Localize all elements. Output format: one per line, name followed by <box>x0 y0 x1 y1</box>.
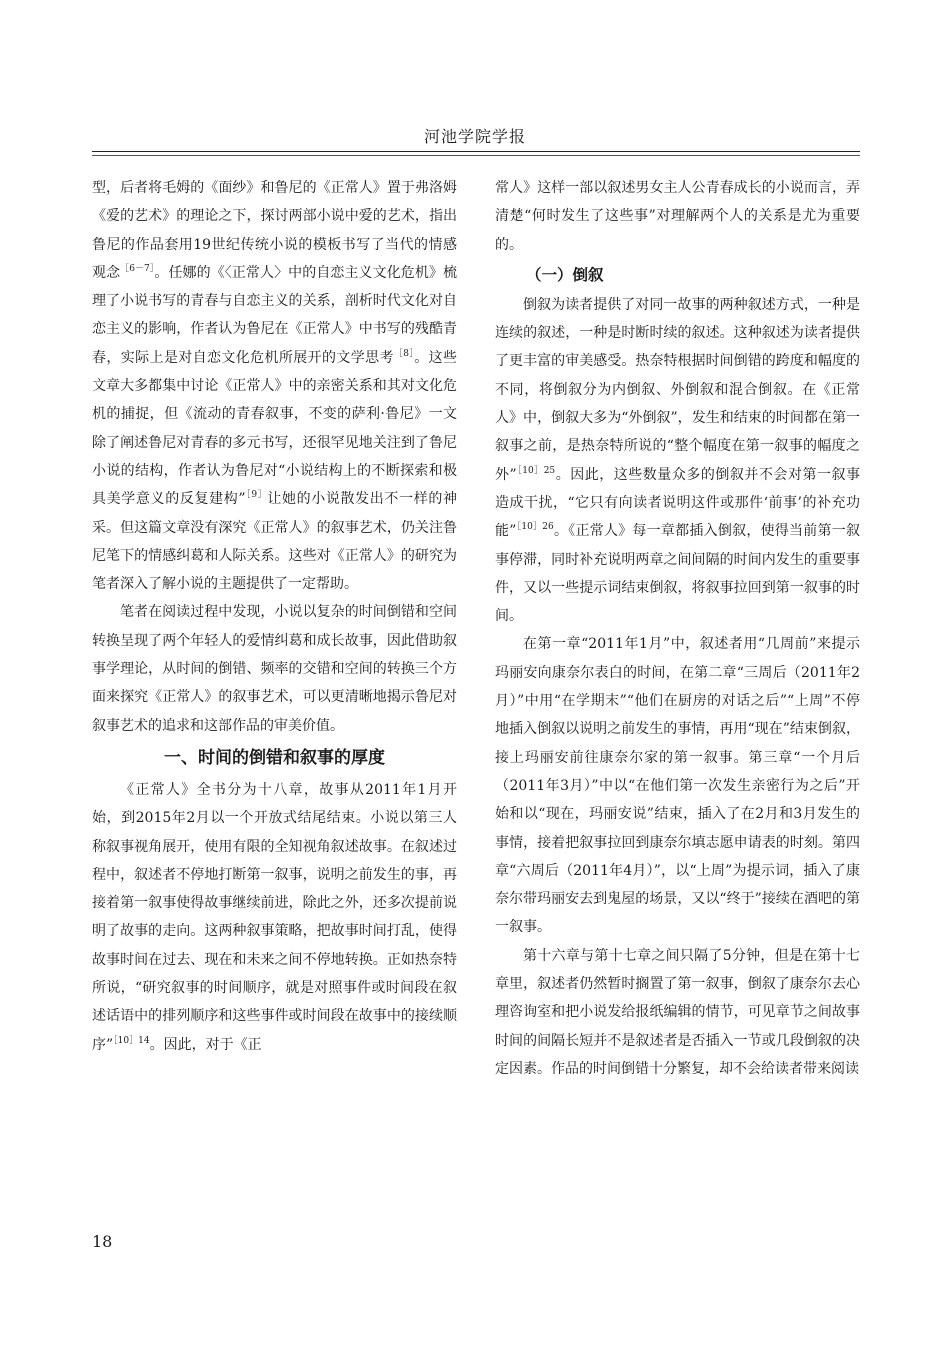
paragraph: 型，后者将毛姆的《面纱》和鲁尼的《正常人》置于弗洛姆《爱的艺术》的理论之下，探讨两部小说中爱的艺术，指出鲁尼的作品套用19世纪传统小说的模板书写了当代的情感观念$^{[6-7]}$。任娜的《〈正常人〉中的自恋主义文化危机》梳理了小说书写的青春与自恋主义的关系，剖析时代文化对自恋主义的影响，作者认为鲁尼在《正常人》中书写的残酷青春，实际上是对自恋文化危机所展开的文学思考$^{[8]}$。这些文章大多都集中讨论《正常人》中的亲密关系和其对文化危机的捕捉，但《流动的青春叙事，不变的萨利·鲁尼》一文除了阐述鲁尼对青春的多元书写，还很罕见地关注到了鲁尼小说的结构，作者认为鲁尼对“小说结构上的不断探索和极具美学意义的反复建构”$^{[9]}$让她的小说散发出不一样的神采。但这篇文章没有深究《正常人》的叙事艺术，仍关注鲁尼笔下的情感纠葛和人际关系。这些对《正常人》的研究为笔者深入了解小说的主题提供了一定帮助。 <box>92 180 458 593</box>
paragraph: 第十六章与第十七章之间只隔了5分钟，但是在第十七章里，叙述者仍然暂时搁置了第一叙事，倒叙了康奈尔去心理咨询室和把小说发给报纸编辑的情节，可见章节之间故事时间的间隔长短并不是叙述者是否插入一节或几段倒叙的决定因素。作品的时间倒错十分繁复，却不会给读者带来阅读 <box>495 947 860 1077</box>
citation: ［9］ <box>245 490 268 501</box>
paragraph: 《正常人》全书分为十八章，故事从2011年1月开始，到2015年2月以一个开放式结尾结束。小说以第三人称叙事视角展开，使用有限的全知视角叙述故事。在叙述过程中，叙述者不停地打断第一叙事，说明之前发生的事，再接着第一叙事使得故事继续前进，除此之外，还多次提前说明了故事的走向。这两种叙事策略，把故事时间打乱，使得故事时间在过去、现在和未来之间不停地转换。正如热奈特所说，“研究叙事的时间顺序，就是对照事件或时间段在叙述话语中的排列顺序和这些事件或时间段在故事中的接续顺序”$^{[10]14}$。因此，对于《正 <box>92 781 457 1053</box>
paragraph: 倒叙为读者提供了对同一故事的两种叙述方式，一种是连续的叙述，一种是时断时续的叙述。这种叙述为读者提供了更丰富的审美感受。热奈特根据时间倒错的跨度和幅度的不同，将倒叙分为内倒叙、外倒叙和混合倒叙。在《正常人》中，倒叙大多为“外倒叙”，发生和结束的时间都在第一叙事之前，是热奈特所说的“整个幅度在第一叙事的幅度之外”$^{[10]25}$。因此，这些数量众多的倒叙并不会对第一叙事造成干扰，“它只有向读者说明这件或那件‘前事’的补充功能”$^{[10]26}$。《正常人》每一章都插入倒叙，使得当前第一叙事停滞，同时补充说明两章之间间隔的时间内发生的重要事件，又以一些提示词结束倒叙，将叙事拉回到第一叙事的时间。 <box>495 296 861 625</box>
left-column <box>92 174 457 1059</box>
paragraph: 常人》这样一部以叙述男女主人公青春成长的小说而言，弄清楚“何时发生了这些事”对理解两个人的关系是尤为重要的。 <box>495 180 860 253</box>
page-number: 18 <box>92 1232 113 1251</box>
section-heading: 一、时间的倒错和叙事的厚度 <box>164 747 385 768</box>
citation: ［10］14 <box>113 1035 150 1046</box>
citation: ［10］26 <box>516 522 554 533</box>
paragraph: 在第一章“2011年1月”中，叙述者用“几周前”来提示玛丽安向康奈尔表白的时间，在第二章“三周后（2011年2月）”中用“在学期末”“他们在厨房的对话之后”“上周”不停地插入倒叙以说明之前发生的事情，再用“现在”结束倒叙，接上玛丽安前往康奈尔家的第一叙事。第三章“一个月后（2011年3月）”中以“在他们第一次发生亲密行为之后”开始和以“现在，玛丽安说”结束，插入了在2月和3月发生的事情，接着把叙事拉回到康奈尔填志愿申请表的时刻。第四章“六周后（2011年4月）”，以“上周”为提示词，插入了康奈尔带玛丽安去到鬼屋的场景，又以“终于”接续在酒吧的第一叙事。 <box>495 636 860 936</box>
journal-title: 河池学院学报 <box>423 127 526 146</box>
citation: ［10］25 <box>516 465 556 476</box>
paragraph: 笔者在阅读过程中发现，小说以复杂的时间倒错和空间转换呈现了两个年轻人的爱情纠葛和成长故事，因此借助叙事学理论，从时间的倒错、频率的交错和空间的转换三个方面来探究《正常人》的叙事艺术，可以更清晰地揭示鲁尼对叙事艺术的追求和这部作品的审美价值。 <box>92 604 457 734</box>
citation: ［8］ <box>393 348 415 359</box>
header-rule <box>92 151 860 152</box>
right-column <box>495 174 860 1083</box>
subsection-heading: （一）倒叙 <box>526 265 604 284</box>
header-rule-thin <box>92 155 860 156</box>
citation: ［6－7］ <box>120 263 155 274</box>
